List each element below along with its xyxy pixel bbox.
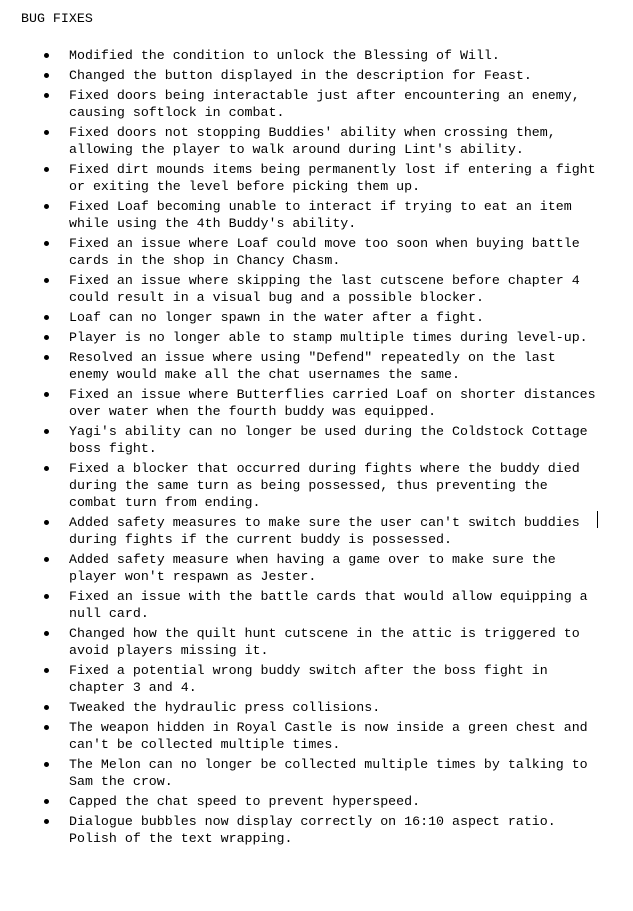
bullet-icon	[44, 392, 49, 397]
list-item	[0, 514, 601, 548]
list-item	[0, 756, 601, 790]
bug-fix-list	[0, 47, 633, 850]
list-item-text: Fixed dirt mounds items being permanently lost if entering a fight or exiting the level before picking them up.	[69, 162, 596, 194]
bullet-icon	[44, 668, 49, 673]
list-item	[0, 124, 601, 158]
bullet-icon	[44, 278, 49, 283]
bullet-icon	[44, 315, 49, 320]
list-item	[0, 699, 601, 716]
bullet-icon	[44, 594, 49, 599]
list-item	[0, 272, 601, 306]
list-item-text: Changed the button displayed in the description for Feast.	[69, 68, 532, 83]
bullet-icon	[44, 93, 49, 98]
list-item-text: The weapon hidden in Royal Castle is now inside a green chest and can't be collected multiple times.	[69, 720, 588, 752]
bullet-icon	[44, 557, 49, 562]
list-item	[0, 329, 601, 346]
list-item-text: Fixed doors being interactable just after encountering an enemy, causing softlock in combat.	[69, 88, 580, 120]
list-item	[0, 662, 601, 696]
bullet-icon	[44, 429, 49, 434]
list-item-text: Fixed an issue where skipping the last cutscene before chapter 4 could result in a visual bug and a possible blocker.	[69, 273, 580, 305]
list-item	[0, 793, 601, 810]
bullet-icon	[44, 241, 49, 246]
list-item	[0, 87, 601, 121]
bullet-icon	[44, 762, 49, 767]
list-item-text: Yagi's ability can no longer be used during the Coldstock Cottage boss fight.	[69, 424, 588, 456]
list-item-text: Dialogue bubbles now display correctly on 16:10 aspect ratio. Polish of the text wrapping.	[69, 814, 556, 846]
list-item-text: Modified the condition to unlock the Blessing of Will.	[69, 48, 500, 63]
list-item	[0, 551, 601, 585]
list-item-text: Resolved an issue where using "Defend" repeatedly on the last enemy would make all the chat usernames the same.	[69, 350, 556, 382]
bullet-icon	[44, 819, 49, 824]
bullet-icon	[44, 705, 49, 710]
list-item	[0, 67, 601, 84]
list-item	[0, 161, 601, 195]
list-item	[0, 625, 601, 659]
list-item-text: Added safety measure when having a game over to make sure the player won't respawn as Jester.	[69, 552, 556, 584]
list-item	[0, 349, 601, 383]
bullet-icon	[44, 466, 49, 471]
bullet-icon	[44, 520, 49, 525]
bullet-icon	[44, 204, 49, 209]
list-item-text: Tweaked the hydraulic press collisions.	[69, 700, 381, 715]
list-item-text: Changed how the quilt hunt cutscene in the attic is triggered to avoid players missing it.	[69, 626, 580, 658]
bullet-icon	[44, 631, 49, 636]
list-item	[0, 198, 601, 232]
list-item	[0, 386, 601, 420]
list-item-text: Fixed an issue where Butterflies carried Loaf on shorter distances over water when the fourth buddy was equipped.	[69, 387, 596, 419]
section-heading: BUG FIXES	[21, 11, 93, 26]
list-item-text: The Melon can no longer be collected multiple times by talking to Sam the crow.	[69, 757, 588, 789]
list-item-text: Fixed Loaf becoming unable to interact if trying to eat an item while using the 4th Buddy's ability.	[69, 199, 572, 231]
list-item-text: Capped the chat speed to prevent hyperspeed.	[69, 794, 421, 809]
bullet-icon	[44, 130, 49, 135]
bullet-icon	[44, 335, 49, 340]
list-item-text: Fixed a potential wrong buddy switch after the boss fight in chapter 3 and 4.	[69, 663, 548, 695]
text-cursor	[597, 511, 598, 528]
list-item-text: Player is no longer able to stamp multiple times during level-up.	[69, 330, 588, 345]
list-item	[0, 47, 601, 64]
bullet-icon	[44, 73, 49, 78]
list-item-text: Fixed a blocker that occurred during fights where the buddy died during the same turn as being possessed, thus preventing the combat turn from ending.	[69, 461, 580, 510]
list-item	[0, 235, 601, 269]
list-item	[0, 719, 601, 753]
list-item-text: Added safety measures to make sure the user can't switch buddies during fights if the current buddy is possessed.	[69, 515, 580, 547]
list-item	[0, 813, 601, 847]
list-item	[0, 588, 601, 622]
bullet-icon	[44, 355, 49, 360]
list-item-text: Fixed an issue where Loaf could move too soon when buying battle cards in the shop in Chancy Chasm.	[69, 236, 580, 268]
list-item-text: Loaf can no longer spawn in the water after a fight.	[69, 310, 484, 325]
list-item	[0, 423, 601, 457]
bullet-icon	[44, 799, 49, 804]
bullet-icon	[44, 53, 49, 58]
list-item	[0, 460, 601, 511]
list-item	[0, 309, 601, 326]
bullet-icon	[44, 725, 49, 730]
bullet-icon	[44, 167, 49, 172]
list-item-text: Fixed an issue with the battle cards that would allow equipping a null card.	[69, 589, 588, 621]
list-item-text: Fixed doors not stopping Buddies' ability when crossing them, allowing the player to walk around during Lint's ability.	[69, 125, 556, 157]
